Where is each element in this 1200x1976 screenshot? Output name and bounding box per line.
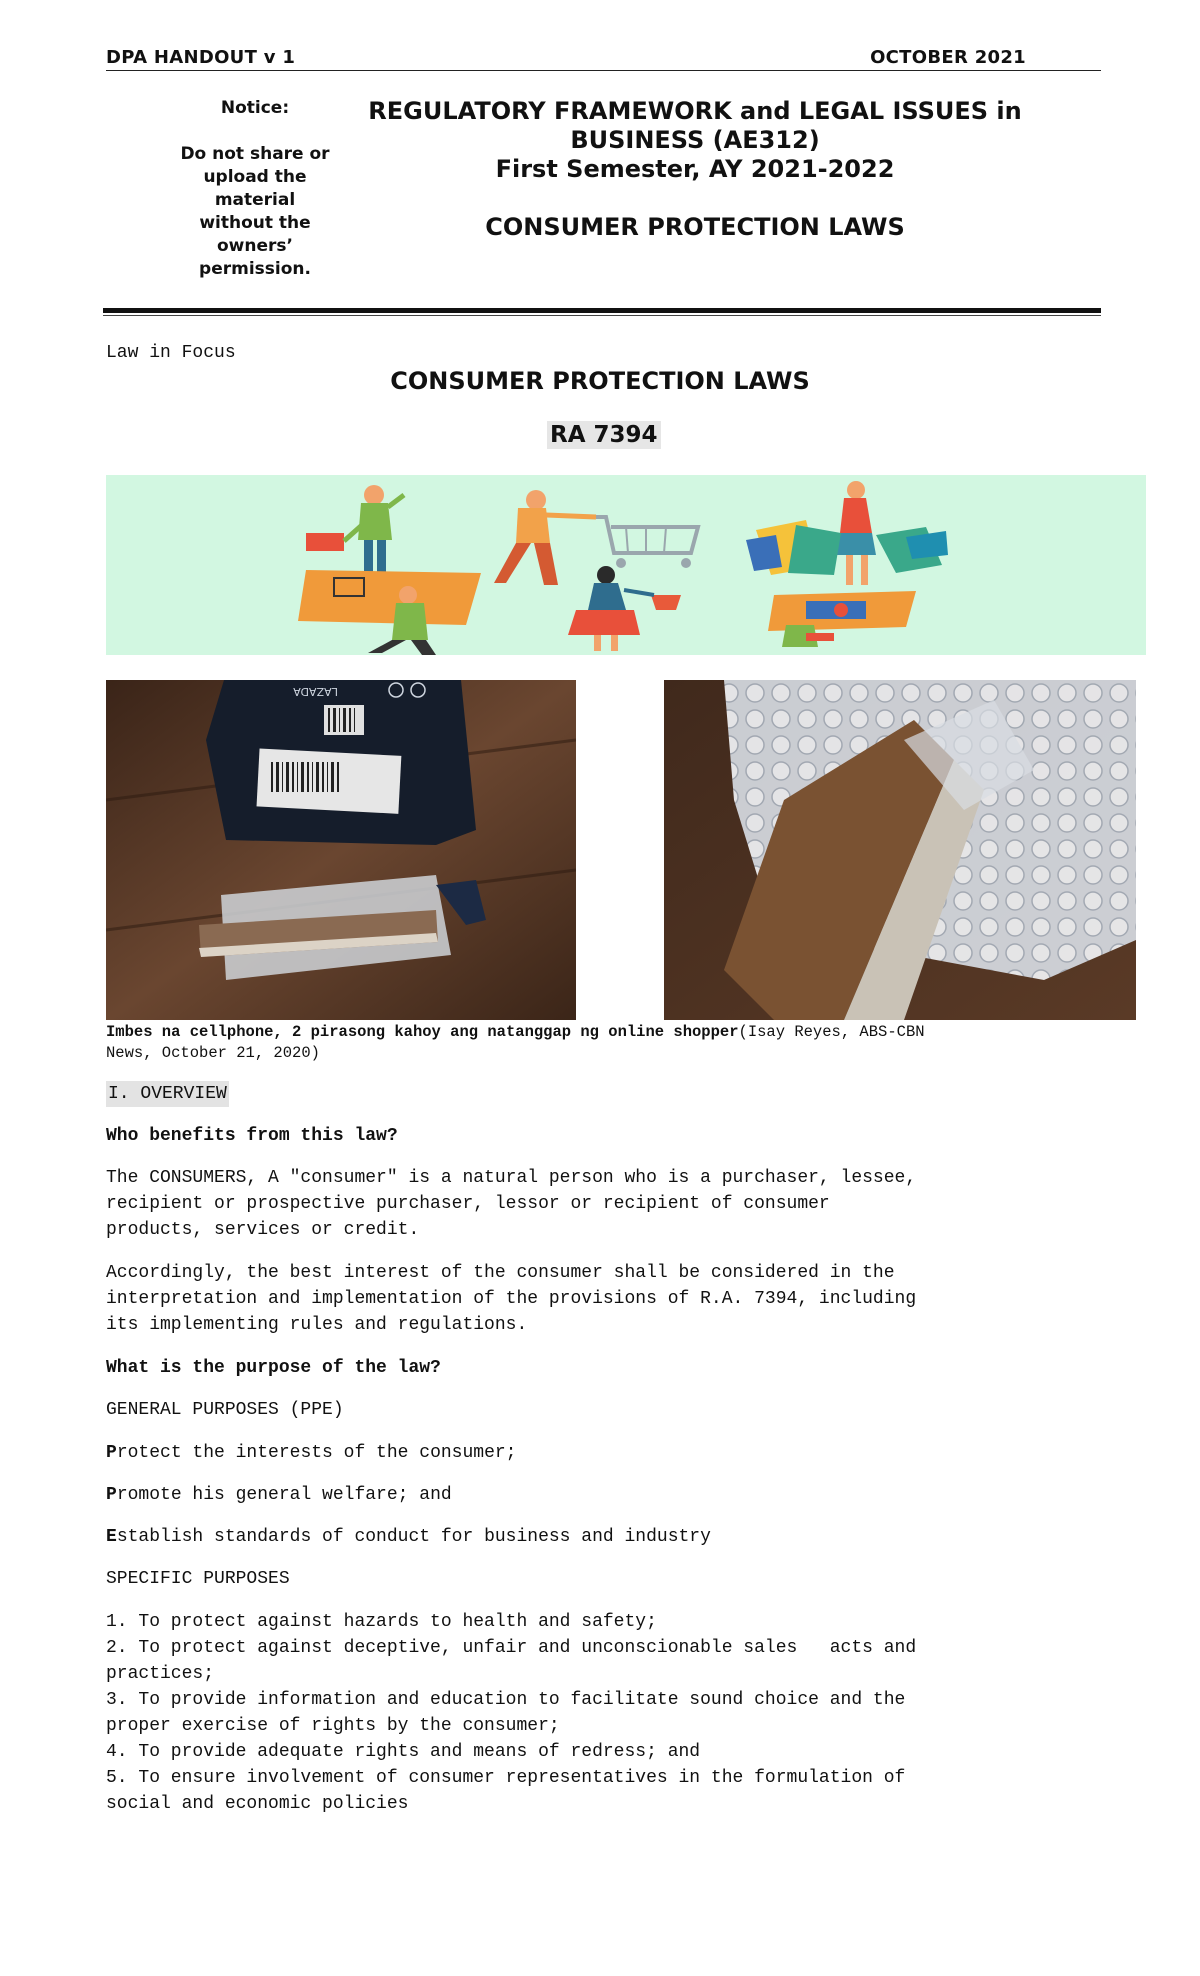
shopper-man-icon [306,485,404,585]
title-subtitle: CONSUMER PROTECTION LAWS [485,213,905,241]
title-line: BUSINESS (AE312) [570,126,820,154]
shoppers-illustration [106,475,1146,655]
shopper-cart-icon [494,490,698,585]
date-label: OCTOBER 2021 [870,47,1026,68]
list-item: 5. To ensure involvement of consumer representatives in the formulation of [106,1768,906,1788]
list-item: 1. To protect against hazards to health and safety; [106,1612,657,1632]
text-line: interpretation and implementation of the provisions of R.A. 7394, including [106,1289,917,1309]
law-in-focus-label: Law in Focus [106,343,236,363]
purpose-text: romote his general welfare; and [116,1485,452,1505]
shopper-basket-icon [568,566,681,651]
caption-source: (Isay Reyes, ABS-CBN [738,1023,925,1041]
general-purpose-item [106,1524,1106,1550]
question-who-benefits: Who benefits from this law? [106,1126,398,1146]
lazada-text: LAZADA [293,685,338,698]
main-heading: CONSUMER PROTECTION LAWS [390,367,810,395]
list-item: social and economic policies [106,1794,409,1814]
specific-purposes-heading: SPECIFIC PURPOSES [106,1569,290,1589]
shopper-box-icon [298,570,481,655]
text-line: recipient or prospective purchaser, lessor or recipient of consumer [106,1194,830,1214]
notice-line: Do not share or [180,144,330,164]
list-item: practices; [106,1664,215,1684]
shoppers-banner [106,475,1146,655]
notice-heading: Notice: [220,98,290,118]
notice-box [170,97,340,281]
list-item: proper exercise of rights by the consumer; [106,1716,560,1736]
notice-line: upload the [203,167,307,187]
shopper-bags-icon [746,481,948,585]
purpose-text: stablish standards of conduct for business and industry [116,1527,711,1547]
list-item: 2. To protect against deceptive, unfair and unconscionable sales acts and [106,1638,917,1658]
notice-line: owners’ [217,236,293,256]
purpose-initial: E [106,1527,117,1547]
handout-label: DPA HANDOUT v 1 [106,47,296,68]
caption-headline: Imbes na cellphone, 2 pirasong kahoy ang natanggap ng online shopper [106,1023,739,1041]
text-line: products, services or credit. [106,1220,420,1240]
overview-heading: I. OVERVIEW [106,1081,229,1107]
question-purpose: What is the purpose of the law? [106,1358,441,1378]
consumer-definition [106,1165,1106,1243]
ra-label: RA 7394 [547,421,661,449]
notice-line: without the [199,213,311,233]
text-line: its implementing rules and regulations. [106,1315,528,1335]
caption-source-line2: News, October 21, 2020) [106,1044,320,1062]
title-line: REGULATORY FRAMEWORK and LEGAL ISSUES in [368,97,1022,125]
thick-divider [103,308,1101,313]
notice-line: permission. [199,259,311,279]
package-photo [106,680,576,1020]
list-item: 4. To provide adequate rights and means of redress; and [106,1742,701,1762]
purpose-text: rotect the interests of the consumer; [116,1443,517,1463]
general-purpose-item [106,1440,1106,1466]
interest-paragraph [106,1260,1106,1338]
purpose-initial: P [106,1485,117,1505]
wood-photo [664,680,1136,1020]
photo-caption [106,1022,1106,1064]
page-header [106,44,1101,71]
purpose-initial: P [106,1443,117,1463]
shopper-card-icon [768,591,916,647]
list-item: 3. To provide information and education to facilitate sound choice and the [106,1690,906,1710]
general-purposes-heading: GENERAL PURPOSES (PPE) [106,1400,344,1420]
title-line: First Semester, AY 2021-2022 [495,155,895,183]
specific-purposes-list [106,1609,1106,1817]
course-title [340,97,1050,242]
notice-line: material [214,190,296,210]
general-purpose-item [106,1482,1106,1508]
text-line: The CONSUMERS, A "consumer" is a natural person who is a purchaser, lessee, [106,1168,917,1188]
thin-divider [103,315,1101,316]
text-line: Accordingly, the best interest of the consumer shall be considered in the [106,1263,895,1283]
